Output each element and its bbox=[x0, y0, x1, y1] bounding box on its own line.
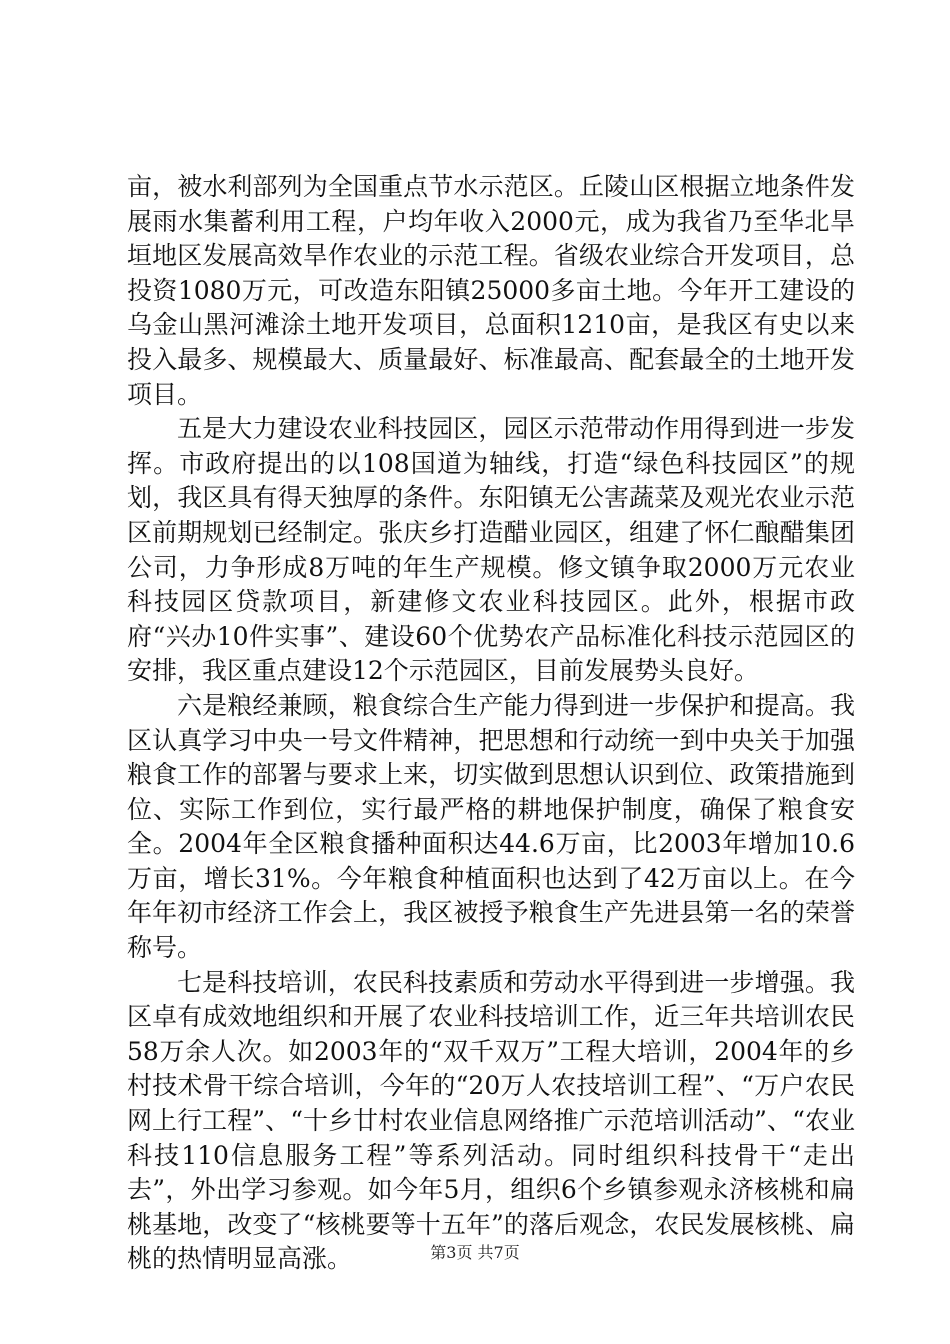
document-body bbox=[127, 170, 855, 1277]
paragraph-land-development: 亩，被水利部列为全国重点节水示范区。丘陵山区根据立地条件发展雨水集蓄利用工程，户均年收入2000元，成为我省乃至华北旱垣地区发展高效旱作农业的示范工程。省级农业综合开发项目，总投资1080万元，可改造东阳镇25000多亩土地。今年开工建设的乌金山黑河滩涂土地开发项目，总面积1210亩，是我区有史以来投入最多、规模最大、质量最好、标准最高、配套最全的土地开发项目。 bbox=[127, 172, 855, 409]
paragraph-grain-production: 六是粮经兼顾，粮食综合生产能力得到进一步保护和提高。我区认真学习中央一号文件精神，把思想和行动统一到中央关于加强粮食工作的部署与要求上来，切实做到思想认识到位、政策措施到位、实际工作到位，实行最严格的耕地保护制度，确保了粮食安全。2004年全区粮食播种面积达44.6万亩，比2003年增加10.6万亩，增长31%。今年粮食种植面积也达到了42万亩以上。在今年年初市经济工作会上，我区被授予粮食生产先进县第一名的荣誉称号。 bbox=[127, 690, 855, 963]
paragraph-agri-tech-parks: 五是大力建设农业科技园区，园区示范带动作用得到进一步发挥。市政府提出的以108国道为轴线，打造“绿色科技园区”的规划，我区具有得天独厚的条件。东阳镇无公害蔬菜及观光农业示范区前期规划已经制定。张庆乡打造醋业园区，组建了怀仁酿醋集团公司，力争形成8万吨的年生产规模。修文镇争取2000万元农业科技园区贷款项目，新建修文农业科技园区。此外，根据市政府“兴办10件实事”、建设60个优势农产品标准化科技示范园区的安排，我区重点建设12个示范园区，目前发展势头良好。 bbox=[127, 414, 855, 686]
page-number-footer: 第3页 共7页 bbox=[430, 1243, 520, 1262]
paragraph-tech-training: 七是科技培训，农民科技素质和劳动水平得到进一步增强。我区卓有成效地组织和开展了农业科技培训工作，近三年共培训农民58万余人次。如2003年的“双千双万”工程大培训，2004年的乡村技术骨干综合培训，今年的“20万人农技培训工程”、“万户农民网上行工程”、“十乡廿村农业信息网络推广示范培训活动”、“农业科技110信息服务工程”等系列活动。同时组织科技骨干“走出去”，外出学习参观。如今年5月，组织6个乡镇参观永济核桃和扁桃基地，改变了“核桃要等十五年”的落后观念，农民发展核桃、扁桃的热情明显高涨。 bbox=[127, 967, 855, 1274]
